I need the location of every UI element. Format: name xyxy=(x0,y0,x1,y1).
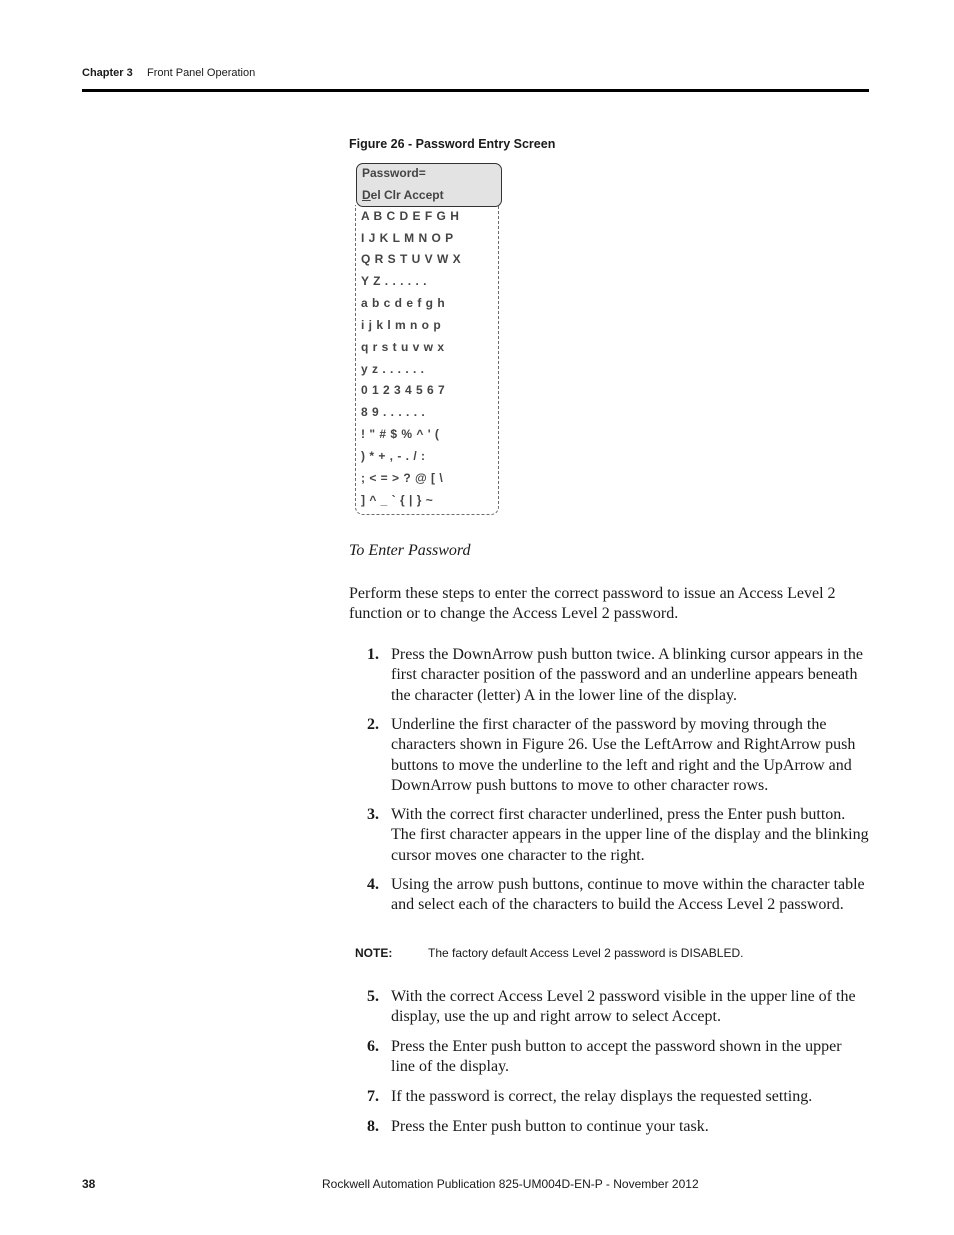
display-line-menu xyxy=(362,188,444,202)
step-number: 7. xyxy=(367,1088,379,1105)
step-text: If the password is correct, the relay displays the requested setting. xyxy=(391,1088,813,1105)
figure-caption: Figure 26 - Password Entry Screen xyxy=(349,137,556,151)
char-row-7: q r s t u v w x xyxy=(361,340,445,354)
note-text: The factory default Access Level 2 password is DISABLED. xyxy=(428,946,744,960)
step-text: Underline the first character of the password by moving through the characters shown in Figure 26. Use the LeftArrow and RightArrow push buttons to move the underline to the left and right and the UpArrow and DownArrow push buttons to move to other character rows. xyxy=(391,716,856,794)
step-text: Press the DownArrow push button twice. A blinking cursor appears in the first character position of the password and an underline appears beneath the character (letter) A in the lower line of the display. xyxy=(391,646,863,704)
char-row-14: ] ^ _ ` { | } ~ xyxy=(361,493,434,507)
underlined-character: D xyxy=(362,188,371,202)
step-number: 5. xyxy=(367,988,379,1005)
char-row-13: ; < = > ? @ [ \ xyxy=(361,471,444,485)
step-number: 1. xyxy=(367,646,379,663)
subhead: To Enter Password xyxy=(349,542,471,559)
page-number: 38 xyxy=(82,1177,96,1191)
step-text: Press the Enter push button to accept the password shown in the upper line of the display. xyxy=(391,1038,842,1076)
header-rule xyxy=(82,89,869,92)
note-label: NOTE: xyxy=(355,946,393,960)
display-line-password: Password= xyxy=(362,166,426,180)
step-text: With the correct Access Level 2 password visible in the upper line of the display, use the up and right arrow to select Accept. xyxy=(391,988,856,1026)
publication-info: Rockwell Automation Publication 825-UM004D-EN-P - November 2012 xyxy=(322,1177,699,1191)
intro-paragraph: Perform these steps to enter the correct password to issue an Access Level 2 function or to change the Access Level 2 password. xyxy=(349,585,836,623)
char-row-4: Y Z . . . . . . xyxy=(361,274,427,288)
char-row-3: Q R S T U V W X xyxy=(361,252,462,266)
char-row-1: A B C D E F G H xyxy=(361,209,460,223)
step-text: Using the arrow push buttons, continue to move within the character table and select each of the characters to build the Access Level 2 password. xyxy=(391,876,865,914)
lcd-display xyxy=(356,163,502,207)
char-row-5: a b c d e f g h xyxy=(361,296,446,310)
step-number: 2. xyxy=(367,716,379,733)
chapter-label: Chapter 3 xyxy=(82,67,133,79)
char-row-2: I J K L M N O P xyxy=(361,231,454,245)
char-row-8: y z . . . . . . xyxy=(361,362,425,376)
step-number: 6. xyxy=(367,1038,379,1055)
step-number: 3. xyxy=(367,806,379,823)
menu-options: el Clr Accept xyxy=(370,188,444,202)
step-number: 4. xyxy=(367,876,379,893)
char-row-9: 0 1 2 3 4 5 6 7 xyxy=(361,383,446,397)
char-row-10: 8 9 . . . . . . xyxy=(361,405,426,419)
section-title: Front Panel Operation xyxy=(147,67,256,79)
step-number: 8. xyxy=(367,1118,379,1135)
page-header xyxy=(82,67,868,81)
step-text: Press the Enter push button to continue your task. xyxy=(391,1118,709,1135)
char-row-11: ! " # $ % ^ ' ( xyxy=(361,427,440,441)
char-row-12: ) * + , - . / : xyxy=(361,449,426,463)
char-row-6: i j k l m n o p xyxy=(361,318,442,332)
step-text: With the correct first character underlined, press the Enter push button. The first character appears in the upper line of the display and the blinking cursor moves one character to the right. xyxy=(391,806,869,864)
